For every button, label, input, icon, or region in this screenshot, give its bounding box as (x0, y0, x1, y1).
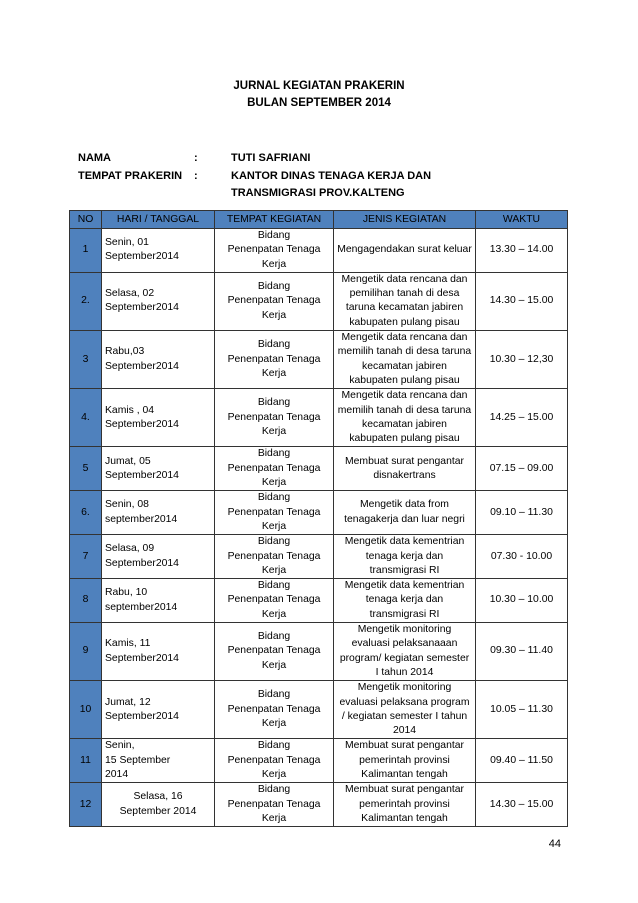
table-row (70, 681, 568, 739)
table-row (70, 389, 568, 447)
row-number: 10 (70, 681, 102, 739)
row-number: 11 (70, 739, 102, 783)
row-tempat-kegiatan: Bidang Penenpatan Tenaga Kerja (215, 491, 334, 535)
table-row (70, 783, 568, 827)
row-jenis-kegiatan: Mengetik data kementrian tenaga kerja dan transmigrasi RI (334, 579, 476, 623)
row-number: 4. (70, 389, 102, 447)
row-number: 5 (70, 447, 102, 491)
row-tempat-kegiatan: Bidang Penenpatan Tenaga Kerja (215, 535, 334, 579)
row-tempat-kegiatan: Bidang Penenpatan Tenaga Kerja (215, 389, 334, 447)
row-waktu: 09.30 – 11.40 (476, 623, 568, 681)
tempat-colon: : (194, 170, 198, 182)
table-row (70, 535, 568, 579)
nama-label: NAMA (78, 152, 111, 164)
row-waktu: 14.30 – 15.00 (476, 272, 568, 330)
journal-table (69, 210, 568, 827)
row-hari-tanggal: Selasa, 02 September2014 (102, 272, 215, 330)
table-row (70, 579, 568, 623)
table-row (70, 739, 568, 783)
row-waktu: 10.30 – 12,30 (476, 331, 568, 389)
header-hari-tanggal: HARI / TANGGAL (102, 211, 215, 229)
row-number: 8 (70, 579, 102, 623)
row-jenis-kegiatan: Membuat surat pengantar disnakertrans (334, 447, 476, 491)
row-tempat-kegiatan: Bidang Penenpatan Tenaga Kerja (215, 447, 334, 491)
row-waktu: 07.15 – 09.00 (476, 447, 568, 491)
table-row (70, 447, 568, 491)
row-tempat-kegiatan: Bidang Penenpatan Tenaga Kerja (215, 229, 334, 273)
row-number: 9 (70, 623, 102, 681)
table-header-row (70, 211, 568, 229)
row-waktu: 09.10 – 11.30 (476, 491, 568, 535)
row-waktu: 10.05 – 11.30 (476, 681, 568, 739)
row-hari-tanggal: Senin, 01 September2014 (102, 229, 215, 273)
row-number: 1 (70, 229, 102, 273)
row-jenis-kegiatan: Mengetik monitoring evaluasi pelaksanaaan program/ kegiatan semester I tahun 2014 (334, 623, 476, 681)
header-no: NO (70, 211, 102, 229)
row-tempat-kegiatan: Bidang Penenpatan Tenaga Kerja (215, 623, 334, 681)
tempat-value-line2: TRANSMIGRASI PROV.KALTENG (231, 187, 405, 199)
row-tempat-kegiatan: Bidang Penenpatan Tenaga Kerja (215, 579, 334, 623)
page-number: 44 (548, 838, 561, 850)
header-waktu: WAKTU (476, 211, 568, 229)
row-number: 2. (70, 272, 102, 330)
row-hari-tanggal: Senin, 08 september2014 (102, 491, 215, 535)
row-jenis-kegiatan: Mengetik monitoring evaluasi pelaksana program / kegiatan semester I tahun 2014 (334, 681, 476, 739)
header-tempat-kegiatan: TEMPAT KEGIATAN (215, 211, 334, 229)
table-row (70, 331, 568, 389)
row-tempat-kegiatan: Bidang Penenpatan Tenaga Kerja (215, 783, 334, 827)
tempat-value-line1: KANTOR DINAS TENAGA KERJA DAN (231, 170, 432, 182)
row-hari-tanggal: Jumat, 12 September2014 (102, 681, 215, 739)
row-jenis-kegiatan: Membuat surat pengantar pemerintah provinsi Kalimantan tengah (334, 739, 476, 783)
row-hari-tanggal: Selasa, 09 September2014 (102, 535, 215, 579)
row-hari-tanggal: Selasa, 16 September 2014 (102, 783, 215, 827)
row-tempat-kegiatan: Bidang Penenpatan Tenaga Kerja (215, 272, 334, 330)
table-row (70, 491, 568, 535)
row-waktu: 13.30 – 14.00 (476, 229, 568, 273)
row-jenis-kegiatan: Mengetik data rencana dan pemilihan tanah di desa taruna kecamatan jabiren kabupaten pulang pisau (334, 272, 476, 330)
row-jenis-kegiatan: Membuat surat pengantar pemerintah provinsi Kalimantan tengah (334, 783, 476, 827)
row-waktu: 14.30 – 15.00 (476, 783, 568, 827)
nama-value: TUTI SAFRIANI (231, 152, 311, 164)
row-tempat-kegiatan: Bidang Penenpatan Tenaga Kerja (215, 331, 334, 389)
row-hari-tanggal: Senin, 15 September 2014 (102, 739, 215, 783)
row-tempat-kegiatan: Bidang Penenpatan Tenaga Kerja (215, 739, 334, 783)
row-jenis-kegiatan: Mengetik data rencana dan memilih tanah di desa taruna kecamatan jabiren kabupaten pulang pisau (334, 389, 476, 447)
table-row (70, 272, 568, 330)
row-waktu: 09.40 – 11.50 (476, 739, 568, 783)
row-hari-tanggal: Rabu,03 September2014 (102, 331, 215, 389)
row-number: 6. (70, 491, 102, 535)
row-jenis-kegiatan: Mengetik data rencana dan memilih tanah di desa taruna kecamatan jabiren kabupaten pulang pisau (334, 331, 476, 389)
row-hari-tanggal: Jumat, 05 September2014 (102, 447, 215, 491)
row-number: 7 (70, 535, 102, 579)
header-jenis-kegiatan: JENIS KEGIATAN (334, 211, 476, 229)
row-tempat-kegiatan: Bidang Penenpatan Tenaga Kerja (215, 681, 334, 739)
document-subtitle: BULAN SEPTEMBER 2014 (247, 97, 391, 109)
row-hari-tanggal: Kamis, 11 September2014 (102, 623, 215, 681)
row-jenis-kegiatan: Mengetik data from tenagakerja dan luar negri (334, 491, 476, 535)
row-number: 3 (70, 331, 102, 389)
row-hari-tanggal: Kamis , 04 September2014 (102, 389, 215, 447)
nama-colon: : (194, 152, 198, 164)
row-waktu: 10.30 – 10.00 (476, 579, 568, 623)
row-number: 12 (70, 783, 102, 827)
table-row (70, 229, 568, 273)
row-waktu: 14.25 – 15.00 (476, 389, 568, 447)
row-jenis-kegiatan: Mengagendakan surat keluar (334, 229, 476, 273)
table-row (70, 623, 568, 681)
row-jenis-kegiatan: Mengetik data kementrian tenaga kerja dan transmigrasi RI (334, 535, 476, 579)
row-hari-tanggal: Rabu, 10 september2014 (102, 579, 215, 623)
document-title: JURNAL KEGIATAN PRAKERIN (233, 80, 405, 92)
tempat-label: TEMPAT PRAKERIN (78, 170, 183, 182)
row-waktu: 07.30 - 10.00 (476, 535, 568, 579)
